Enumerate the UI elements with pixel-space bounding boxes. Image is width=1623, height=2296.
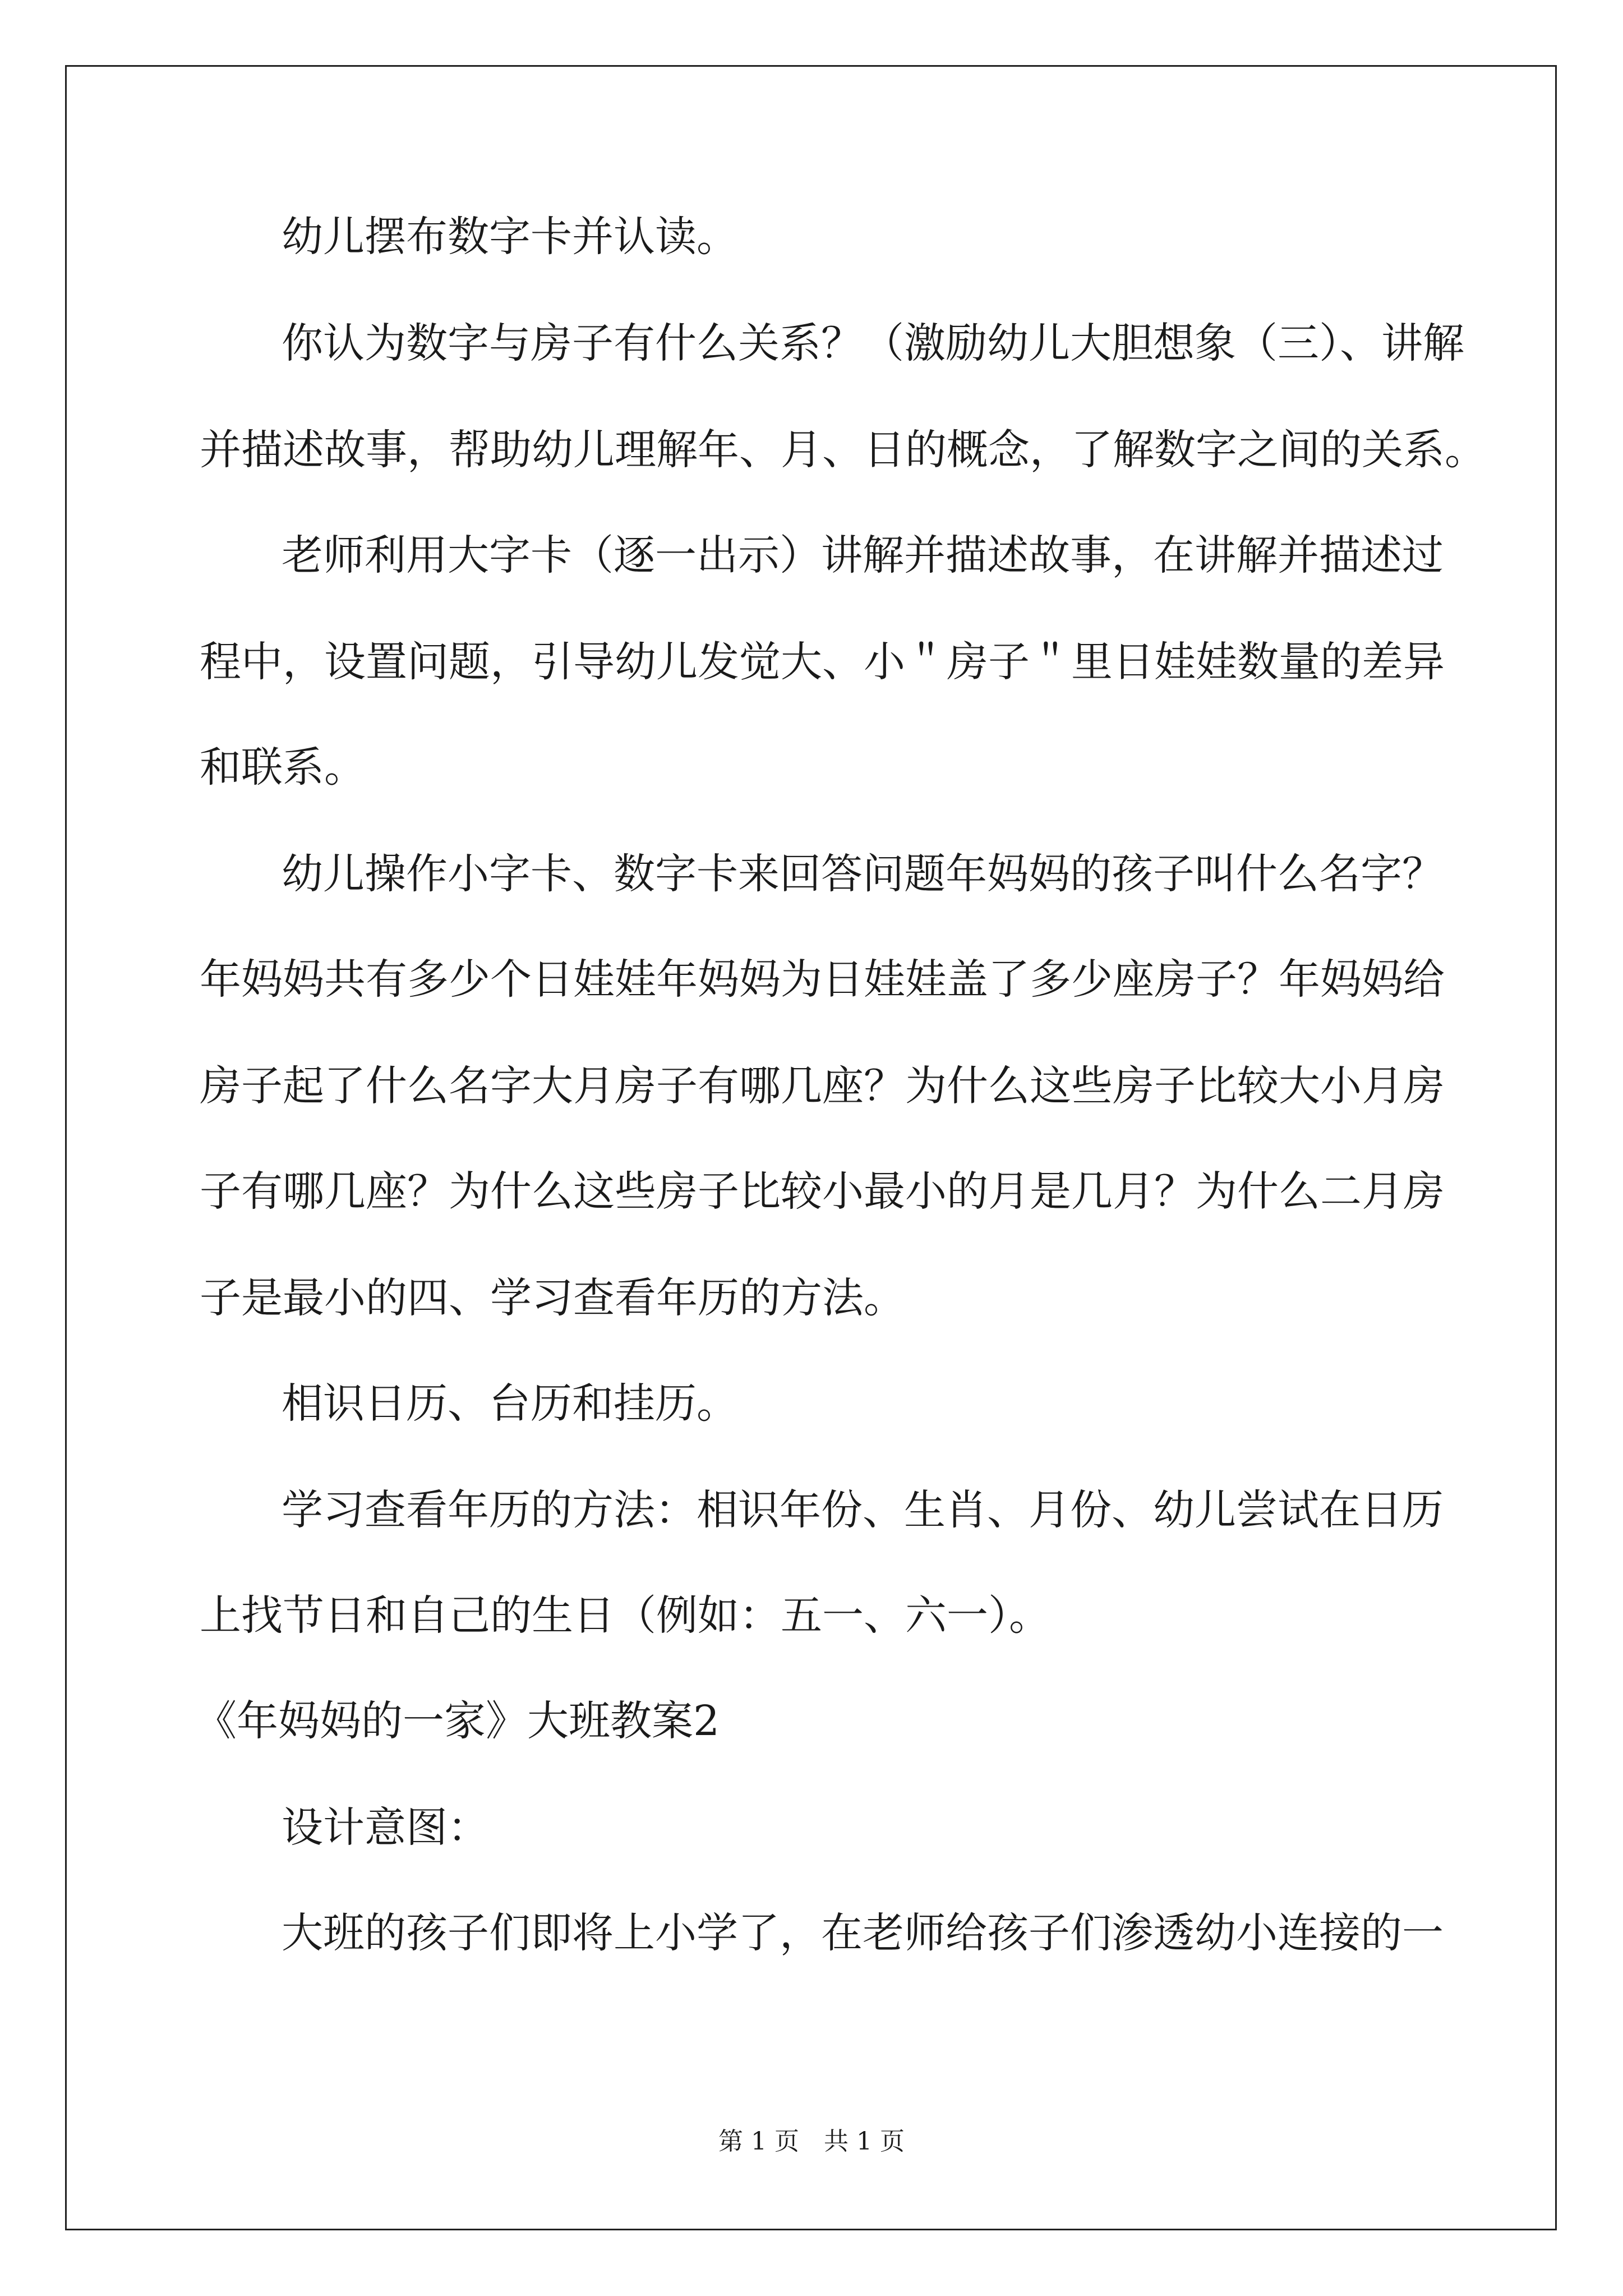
paragraph-line: 子是最小的四、学习查看年历的方法。	[200, 1274, 905, 1322]
page-footer: 第 1 页 共 1 页	[718, 2127, 905, 2156]
paragraph-line: 房子起了什么名字大月房子有哪几座？为什么这些房子比较大小月房	[200, 1062, 1445, 1110]
paragraph-line: 程中，设置问题，引导幼儿发觉大、小＂房子＂里日娃娃数量的差异	[200, 638, 1445, 686]
paragraph-line: 你认为数字与房子有什么关系？（激励幼儿大胆想象（三）、讲解	[282, 319, 1464, 367]
paragraph-line: 学习查看年历的方法：相识年份、生肖、月份、幼儿尝试在日历	[282, 1486, 1444, 1534]
paragraph-line: 大班的孩子们即将上小学了，在老师给孩子们渗透幼小连接的一	[282, 1909, 1444, 1957]
paragraph-line: 幼儿操作小字卡、数字卡来回答问题年妈妈的孩子叫什么名字？	[282, 850, 1444, 898]
page-border	[65, 65, 1557, 2230]
paragraph-line: 设计意图：	[282, 1803, 489, 1852]
paragraph-line: 上找节日和自己的生日（例如：五一、六一）。	[200, 1591, 1050, 1640]
paragraph-line: 相识日历、台历和挂历。	[282, 1379, 738, 1428]
paragraph-line: 并描述故事，帮助幼儿理解年、月、日的概念，了解数字之间的关系。	[200, 426, 1486, 474]
section-heading: 《年妈妈的一家》大班教案2	[195, 1697, 720, 1745]
paragraph-line: 和联系。	[200, 743, 366, 792]
paragraph-line: 年妈妈共有多少个日娃娃年妈妈为日娃娃盖了多少座房子？年妈妈给	[200, 955, 1445, 1004]
paragraph-line: 子有哪几座？为什么这些房子比较小最小的月是几月？为什么二月房	[200, 1167, 1445, 1216]
paragraph-line: 幼儿摆布数字卡并认读。	[282, 213, 738, 261]
paragraph-line: 老师利用大字卡（逐一出示）讲解并描述故事，在讲解并描述过	[282, 531, 1444, 579]
